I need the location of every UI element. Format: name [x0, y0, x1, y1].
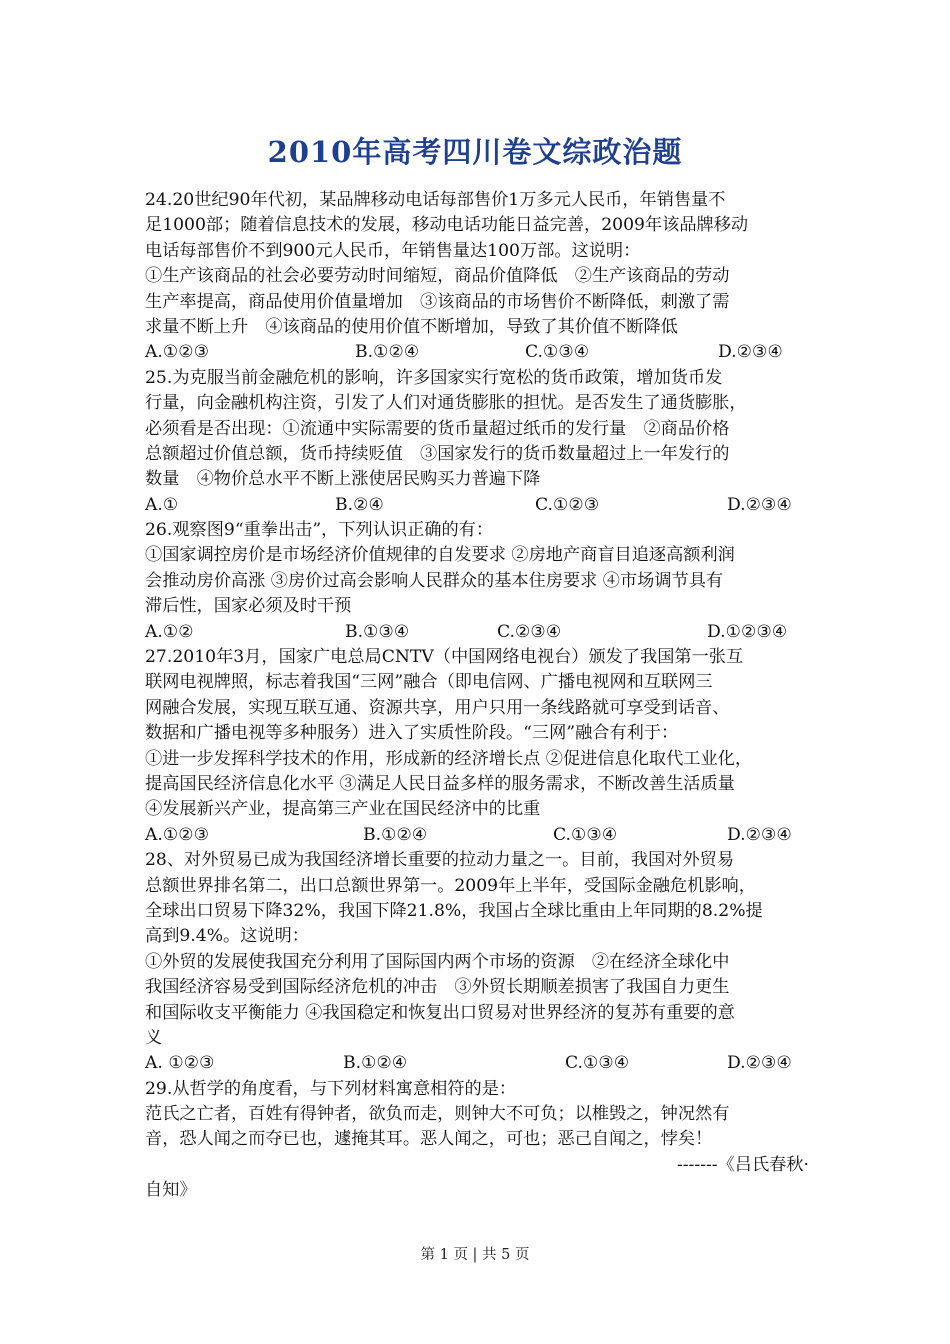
question-28	[145, 848, 815, 1077]
option-c: C.①③④	[525, 342, 590, 363]
option-a: A. ①②③	[145, 1053, 215, 1074]
text-line: 联网电视牌照，标志着我国“三网”融合（即电信网、广播电视网和互联网三	[145, 672, 713, 693]
question-24	[145, 188, 815, 366]
text-line: 必须看是否出现：①流通中实际需要的货币量超过纸币的发行量 ②商品价格	[145, 418, 730, 439]
text-line: 足1000部；随着信息技术的发展，移动电话功能日益完善，2009年该品牌移动	[145, 215, 749, 236]
option-d: D.②③④	[718, 342, 783, 363]
text-line: 滞后性，国家必须及时干预	[145, 596, 352, 617]
text-line: ④发展新兴产业，提高第三产业在国民经济中的比重	[145, 799, 541, 820]
option-a: A.①②	[145, 621, 194, 642]
option-b: B.①②④	[355, 342, 420, 363]
text-line: 音，恐人闻之而夺已也，遽掩其耳。恶人闻之，可也；恶己自闻之，悖矣！	[145, 1129, 713, 1150]
option-c: C.①②③	[535, 494, 600, 515]
text-line: 29.从哲学的角度看，与下列材料寓意相符的是：	[145, 1078, 517, 1099]
answer-options	[145, 493, 815, 518]
text-line: 高到9.4%。这说明：	[145, 926, 309, 947]
option-c: C.②③④	[497, 621, 562, 642]
answer-options	[145, 340, 815, 365]
question-29	[145, 1077, 815, 1204]
answer-options	[145, 620, 815, 645]
option-b: B.①②④	[343, 1053, 408, 1074]
text-line: 我国经济容易受到国际经济危机的冲击 ③外贸长期顺差损害了我国自力更生	[145, 977, 730, 998]
text-line: 25.为克服当前金融危机的影响，许多国家实行宽松的货币政策，增加货币发	[145, 367, 723, 388]
text-line: 数据和广播电视等多种服务）进入了实质性阶段。“三网”融合有利于：	[145, 723, 679, 744]
text-line: 数量 ④物价总水平不断上涨使居民购买力普遍下降	[145, 469, 541, 490]
text-line: 电话每部售价不到900元人民币，年销售量达100万部。这说明：	[145, 240, 641, 261]
question-26	[145, 518, 815, 645]
document-body	[145, 188, 815, 1204]
page-title: 2010年高考四川卷文综政治题	[267, 135, 683, 169]
option-b: B.①②④	[363, 824, 428, 845]
option-d: D.②③④	[727, 494, 792, 515]
option-c: C.①③④	[553, 824, 618, 845]
option-a: A.①②③	[145, 824, 210, 845]
option-b: B.①③④	[345, 621, 410, 642]
text-line: ①国家调控房价是市场经济价值规律的自发要求 ②房地产商盲目追逐高额利润	[145, 545, 735, 566]
option-d: D.②③④	[727, 1053, 792, 1074]
text-line: 24.20世纪90年代初，某品牌移动电话每部售价1万多元人民币，年销售量不	[145, 190, 726, 210]
option-c: C.①③④	[565, 1053, 630, 1074]
text-line: 求量不断上升 ④该商品的使用价值不断增加，导致了其价值不断降低	[145, 316, 678, 337]
text-line: 会推动房价高涨 ③房价过高会影响人民群众的基本住房要求 ④市场调节具有	[145, 570, 724, 591]
option-a: A.①	[145, 494, 179, 515]
text-line: 总额超过价值总额，货币持续贬值 ③国家发行的货币数量超过上一年发行的	[145, 443, 730, 464]
text-line: 27.2010年3月，国家广电总局CNTV（中国网络电视台）颁发了我国第一张互	[145, 647, 744, 668]
text-line: 和国际收支平衡能力 ④我国稳定和恢复出口贸易对世界经济的复苏有重要的意	[145, 1002, 735, 1023]
text-line: 生产率提高，商品使用价值量增加 ③该商品的市场售价不断降低，刺激了需	[145, 291, 730, 312]
option-d: D.①②③④	[707, 621, 788, 642]
text-line: 范氏之亡者，百姓有得钟者，欲负而走，则钟大不可负；以椎毁之，钟况然有	[145, 1104, 730, 1125]
text-line: 28、对外贸易已成为我国经济增长重要的拉动力量之一。目前，我国对外贸易	[145, 850, 735, 871]
text-line: ①外贸的发展使我国充分利用了国际国内两个市场的资源 ②在经济全球化中	[145, 951, 730, 972]
text-line: 总额世界排名第二，出口总额世界第一。2009年上半年，受国际金融危机影响，	[145, 875, 756, 896]
text-line: 网融合发展，实现互联互通、资源共享，用户只用一条线路就可享受到话音、	[145, 697, 730, 718]
question-27	[145, 645, 815, 848]
option-b: B.②④	[335, 494, 384, 515]
text-line: 全球出口贸易下降32%，我国下降21.8%，我国占全球比重由上年同期的8.2%提	[145, 900, 763, 921]
question-25	[145, 366, 815, 518]
text-line: 义	[145, 1027, 163, 1048]
citation-source: -------《吕氏春秋·	[676, 1154, 809, 1175]
text-line: ①生产该商品的社会必要劳动时间缩短，商品价值降低 ②生产该商品的劳动	[145, 266, 730, 287]
option-a: A.①②③	[145, 342, 210, 363]
text-line: 提高国民经济信息化水平 ③满足人民日益多样的服务需求，不断改善生活质量	[145, 773, 735, 794]
citation-source-end: 自知》	[145, 1180, 197, 1201]
text-line: ①进一步发挥科学技术的作用，形成新的经济增长点 ②促进信息化取代工业化，	[145, 748, 753, 769]
page-footer: 第 1 页 | 共 5 页	[420, 1247, 530, 1263]
text-line: 行量，向金融机构注资，引发了人们对通货膨胀的担忧。是否发生了通货膨胀，	[145, 393, 747, 414]
answer-options	[145, 823, 815, 848]
text-line: 26.观察图9“重拳出击”，下列认识正确的有：	[145, 520, 494, 541]
option-d: D.②③④	[727, 824, 792, 845]
answer-options	[145, 1051, 815, 1076]
